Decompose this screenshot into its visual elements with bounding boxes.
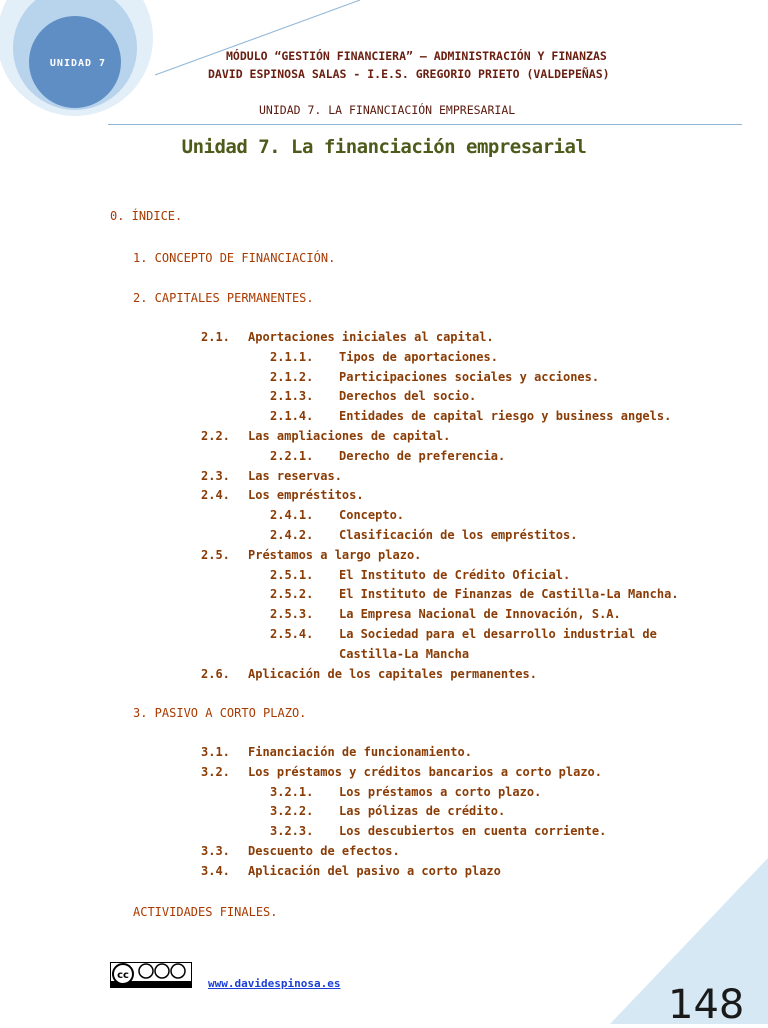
toc-final-activities: ACTIVIDADES FINALES. [133,905,278,919]
toc-item-text: Entidades de capital riesgo y business angels. [339,409,672,424]
toc-item-number: 2.6. [201,666,230,681]
cc-license-icon [110,962,192,988]
toc-item-text: Derecho de preferencia. [339,448,506,463]
document-title: Unidad 7. La financiación empresarial [181,136,587,158]
toc-item-number: 3.3. [201,844,230,858]
toc-item-number: 2.3. [201,468,230,483]
header-author-line: DAVID ESPINOSA SALAS - I.E.S. GREGORIO PRIETO (VALDEPEÑAS) [208,67,610,81]
toc-item-text: Las pólizas de crédito. [339,804,506,819]
toc-item-text: La Sociedad para el desarrollo industrial de [339,627,657,641]
header-diagonal-line [155,0,360,75]
page-number: 148 [668,982,745,1028]
toc-item-text: Préstamos a largo plazo. [248,547,422,562]
toc-item-text: Los descubiertos en cuenta corriente. [339,824,607,839]
toc-item-text: Clasificación de los empréstitos. [339,528,578,542]
toc-item-text: El Instituto de Finanzas de Castilla-La Mancha. [339,587,679,602]
toc-item-number: 2.4.2. [270,528,314,542]
toc-item-text: Aplicación de los capitales permanentes. [248,666,537,681]
toc-item-text: Los préstamos y créditos bancarios a corto plazo. [248,764,603,779]
toc-item-text: Derechos del socio. [339,389,477,404]
toc-item-number: 3.2.3. [270,824,314,839]
toc-item-text: Participaciones sociales y acciones. [339,369,600,384]
toc-item-number: 2.5.2. [270,587,314,602]
toc-item-number: 2.4. [201,488,230,503]
toc-item-number: 2.1.2. [270,369,314,384]
toc-item-number: 3.2. [201,764,230,779]
toc-item-number: 2.5.4. [270,627,314,641]
toc-item-number: 3.2.1. [270,784,314,799]
toc-item-number: 2.1.1. [270,349,314,364]
toc-item-text: El Instituto de Crédito Oficial. [339,567,571,582]
toc-item-number: 2.5. [201,547,230,562]
toc-item-text: Los empréstitos. [248,488,364,503]
toc-item-text: Tipos de aportaciones. [339,349,498,364]
toc-item-number: 2.1.4. [270,409,314,424]
toc-section-3: 3. PASIVO A CORTO PLAZO. [133,706,307,720]
header-module-line: MÓDULO “GESTIÓN FINANCIERA” – ADMINISTRACIÓN Y FINANZAS [226,49,607,63]
toc-item-text: Concepto. [339,508,405,523]
toc-item-number: 2.5.1. [270,567,314,582]
toc-heading: 0. ÍNDICE. [110,209,183,223]
toc-section-1: 1. CONCEPTO DE FINANCIACIÓN. [133,251,336,265]
website-link[interactable]: www.davidespinosa.es [208,977,341,990]
toc-item-text: Castilla-La Mancha [339,646,470,661]
toc-item-number: 2.2.1. [270,448,314,463]
toc-item-number: 2.2. [201,429,230,443]
toc-item-number: 2.5.3. [270,607,314,622]
toc-section-2: 2. CAPITALES PERMANENTES. [133,291,314,305]
toc-item-text: Aplicación del pasivo a corto plazo [248,863,501,878]
toc-item-number: 3.1. [201,745,230,759]
toc-item-number: 3.2.2. [270,804,314,819]
header-unit-line: UNIDAD 7. LA FINANCIACIÓN EMPRESARIAL [259,103,516,117]
toc-item-text: Financiación de funcionamiento. [248,745,472,759]
toc-item-text: Descuento de efectos. [248,844,400,858]
unit-badge: UNIDAD 7 [49,58,107,69]
toc-item-number: 2.1.3. [270,389,314,404]
toc-item-number: 3.4. [201,863,230,878]
svg-text:cc: cc [117,970,129,981]
toc-item-text: Aportaciones iniciales al capital. [248,330,494,344]
header-rule [108,124,742,125]
toc-item-number: 2.1. [201,330,230,344]
toc-item-text: Las reservas. [248,468,342,483]
toc-item-text: Las ampliaciones de capital. [248,429,451,443]
toc-item-text: La Empresa Nacional de Innovación, S.A. [339,607,621,622]
toc-item-number: 2.4.1. [270,508,314,523]
toc-item-text: Los préstamos a corto plazo. [339,784,542,799]
